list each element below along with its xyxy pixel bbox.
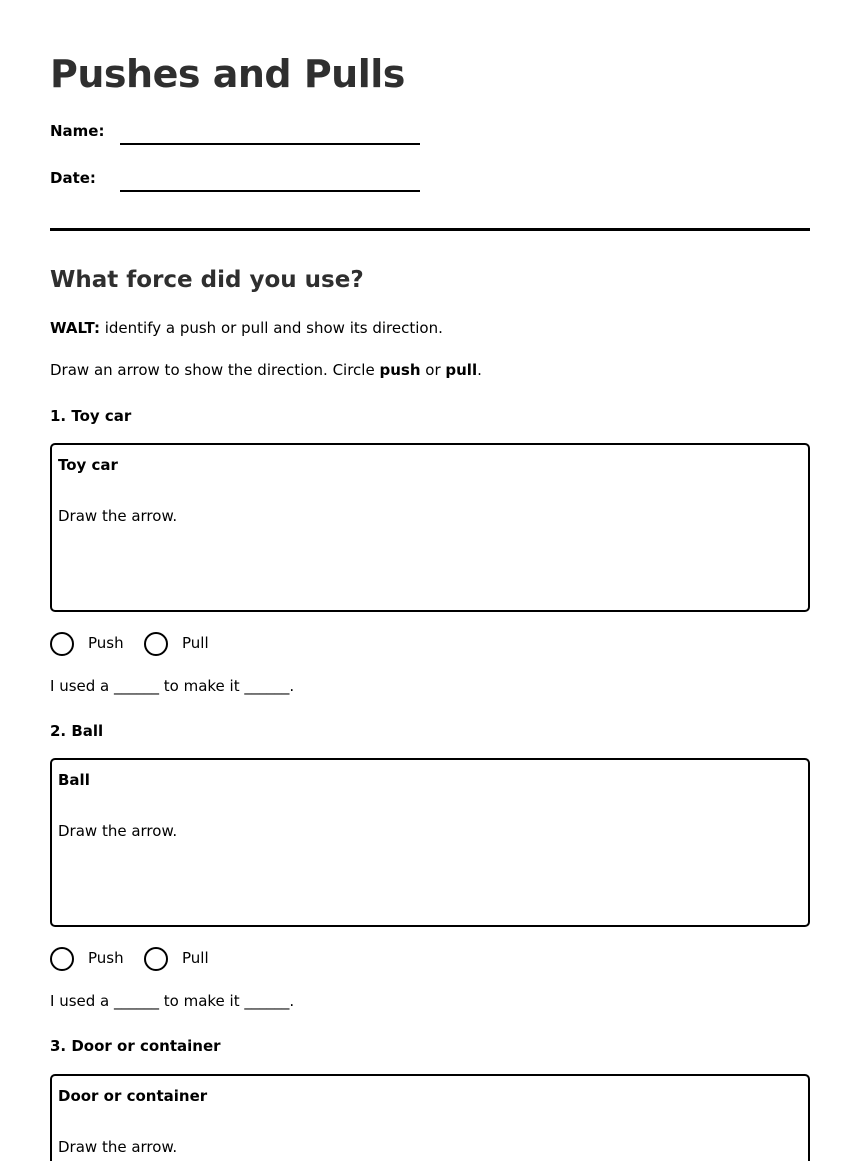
question-1-push-label: Push bbox=[88, 634, 124, 652]
instruction-start: Draw an arrow to show the direction. Circle bbox=[50, 361, 380, 379]
name-field[interactable] bbox=[120, 143, 420, 145]
instruction-end: . bbox=[477, 361, 482, 379]
question-1-pull-label: Pull bbox=[182, 634, 209, 652]
date-field[interactable] bbox=[120, 190, 420, 192]
worksheet-title: Pushes and Pulls bbox=[50, 52, 405, 96]
question-2-pull-radio[interactable] bbox=[144, 947, 168, 971]
instruction-push: push bbox=[379, 361, 421, 379]
question-1-heading: 1. Toy car bbox=[50, 407, 132, 425]
question-2-box-title: Ball bbox=[58, 771, 90, 789]
question-1-sentence: I used a ______ to make it ______. bbox=[50, 677, 295, 695]
walt-label: WALT: bbox=[50, 319, 100, 337]
question-2-sentence: I used a ______ to make it ______. bbox=[50, 992, 295, 1010]
question-2-push-label: Push bbox=[88, 949, 124, 967]
section-heading: What force did you use? bbox=[50, 267, 364, 293]
instructions bbox=[50, 360, 482, 380]
walt-statement bbox=[50, 318, 443, 338]
question-1-drawing-box[interactable] bbox=[50, 443, 810, 612]
instruction-or: or bbox=[420, 361, 446, 379]
question-1-pull-radio[interactable] bbox=[144, 632, 168, 656]
question-2-push-radio[interactable] bbox=[50, 947, 74, 971]
instruction-pull: pull bbox=[445, 361, 478, 379]
question-3-box-title: Door or container bbox=[58, 1087, 208, 1105]
question-2-heading: 2. Ball bbox=[50, 722, 104, 740]
question-1-push-radio[interactable] bbox=[50, 632, 74, 656]
walt-text: identify a push or pull and show its direction. bbox=[99, 319, 443, 337]
question-2-drawing-box[interactable] bbox=[50, 758, 810, 927]
question-1-box-title: Toy car bbox=[58, 456, 118, 474]
question-3-box-text: Draw the arrow. bbox=[58, 1138, 178, 1156]
question-3-drawing-box[interactable] bbox=[50, 1074, 810, 1161]
name-label: Name: bbox=[50, 122, 105, 140]
header-divider bbox=[50, 228, 810, 231]
question-2-pull-label: Pull bbox=[182, 949, 209, 967]
question-1-box-text: Draw the arrow. bbox=[58, 507, 178, 525]
question-2-box-text: Draw the arrow. bbox=[58, 822, 178, 840]
question-3-heading: 3. Door or container bbox=[50, 1037, 221, 1055]
date-label: Date: bbox=[50, 169, 96, 187]
